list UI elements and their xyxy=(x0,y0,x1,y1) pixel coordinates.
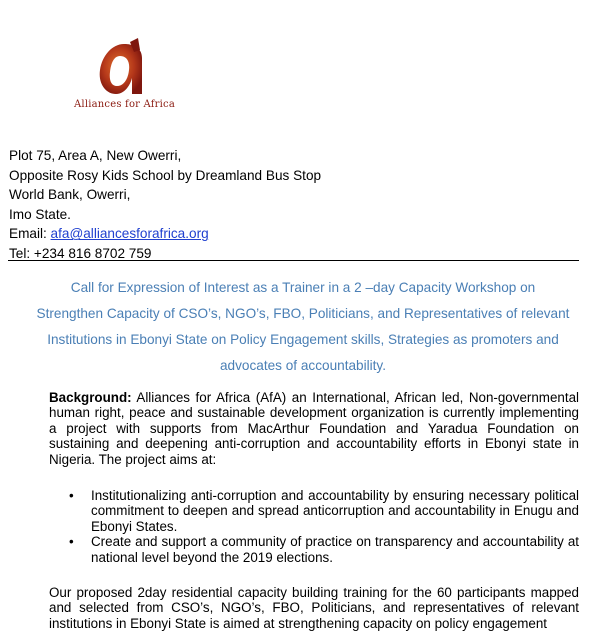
logo-wordmark: Alliances for Africa xyxy=(74,99,176,110)
aims-list xyxy=(69,488,579,565)
background-heading: Background: xyxy=(49,390,132,405)
background-paragraph xyxy=(49,390,579,467)
address-line-4: Imo State. xyxy=(9,206,71,222)
title-line-1: Call for Expression of Interest as a Trainer in a 2 –day Capacity Workshop on xyxy=(70,280,536,295)
sender-address xyxy=(9,146,321,264)
title-line-3: Institutions in Ebonyi State on Policy Engagement skills, Strategies as promoters and xyxy=(47,332,559,347)
email-line xyxy=(9,224,321,244)
background-text: Alliances for Africa (AfA) an International, African led, Non-governmental human right, peace and sustainable development organization is currently implementing a project with supports from MacArthur Foundation and Yaradua Foundation on sustaining and deepening anti-corruption and accountability efforts in Ebonyi state in Nigeria. The project aims at: xyxy=(49,390,579,467)
address-line-2: Opposite Rosy Kids School by Dreamland Bus Stop xyxy=(9,167,322,183)
phone-line: Tel: +234 816 8702 759 xyxy=(9,245,152,261)
list-item-text: Institutionalizing anti-corruption and accountability by ensuring necessary political commitment to deepen and spread anticorruption and accountability in Enugu and Ebonyi States. xyxy=(91,488,579,534)
address-line-3: World Bank, Owerri, xyxy=(9,187,131,203)
bullet-icon: • xyxy=(69,488,74,503)
bullet-icon: • xyxy=(69,534,74,550)
address-line-1: Plot 75, Area A, New Owerri, xyxy=(9,148,182,163)
email-link[interactable]: afa@alliancesforafrica.org xyxy=(50,226,209,242)
document-title xyxy=(18,275,588,379)
title-line-2: Strengthen Capacity of CSO’s, NGO’s, FBO, Politicians, and Representatives of relevant xyxy=(36,306,570,321)
list-item xyxy=(69,534,579,565)
training-paragraph: Our proposed 2day residential capacity building training for the 60 participants mapped and selected from CSO’s, NGO’s, FBO, Politicians, and representatives of relevant institutions in Ebonyi State is aimed at strengthening capacity on policy engagement xyxy=(49,585,579,631)
list-item-text: Create and support a community of practice on transparency and accountability at national level beyond the 2019 elections. xyxy=(91,534,579,565)
header-divider xyxy=(8,260,579,261)
title-line-4: advocates of accountability. xyxy=(220,358,386,373)
email-label: Email: xyxy=(9,226,51,242)
list-item xyxy=(69,488,579,534)
